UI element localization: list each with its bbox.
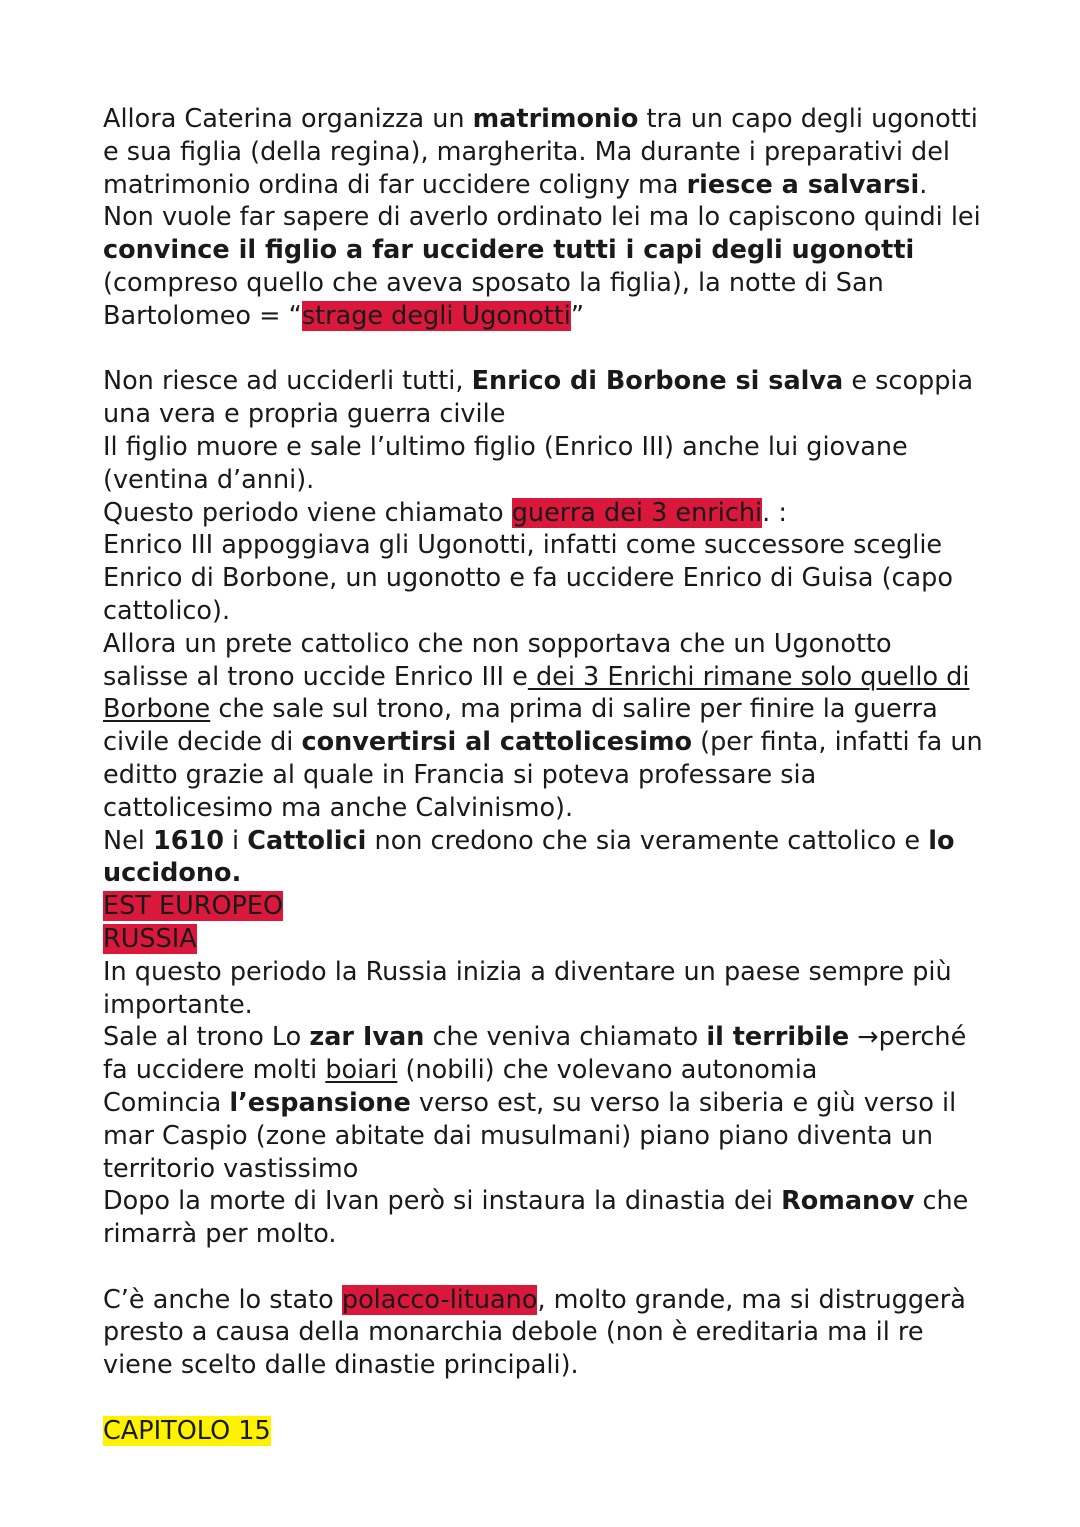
text: verso est, su verso la siberia e giù verso il mar Caspio (zone abitate dai musulmani) piano piano diventa un territorio vastissimo: [103, 1087, 957, 1184]
heading-russia: [103, 923, 983, 956]
bold-text: Romanov: [781, 1186, 915, 1217]
underlined-text: dei 3 Enrichi rimane solo quello di Borbone: [103, 661, 970, 725]
text: Nel: [103, 825, 153, 856]
paragraph-guerra: [103, 497, 983, 530]
bold-text: lo uccidono.: [103, 825, 955, 889]
text: , molto grande, ma si distruggerà presto a causa della monarchia debole (non è ereditaria ma il re viene scelto dalle dinastie principali).: [103, 1284, 966, 1381]
highlight-heading: EST EUROPEO: [103, 891, 284, 922]
underlined-text: boiari: [325, 1055, 398, 1086]
bold-text: convince il figlio a far uccidere tutti i capi degli ugonotti: [103, 235, 915, 266]
text: (per finta, infatti fa un editto grazie al quale in Francia si poteva professare sia cattolicesimo ma anche Calvinismo).: [103, 727, 983, 823]
paragraph-1610: [103, 825, 983, 891]
text: →perché fa uccidere molti: [103, 1022, 967, 1086]
text: . :: [762, 497, 787, 528]
text: che sale sul trono, ma prima di salire per finire la guerra civile decide di: [103, 694, 938, 758]
bold-text: 1610: [152, 825, 224, 856]
paragraph-caterina: [103, 103, 983, 333]
paragraph-romanov: [103, 1185, 983, 1251]
highlight-guerra: guerra dei 3 enrichi: [511, 497, 763, 528]
paragraph-russia: In questo periodo la Russia inizia a diventare un paese sempre più importante.: [103, 956, 952, 1020]
bold-text: Enrico di Borbone si salva: [471, 366, 844, 397]
text: Allora un prete cattolico che non sopportava che un Ugonotto salisse al trono uccide Enrico III e: [103, 628, 892, 692]
blank-line: [103, 1382, 983, 1415]
text: . Non vuole far sapere di averlo ordinato lei ma lo capiscono quindi lei: [103, 169, 981, 233]
bold-text: l’espansione: [229, 1087, 411, 1118]
paragraph-enrico-iii: Il figlio muore e sale l’ultimo figlio (Enrico III) anche lui giovane (ventina d’anni).: [103, 431, 908, 495]
highlight-strage: strage degli Ugonotti: [301, 300, 571, 331]
paragraph-successore: Enrico III appoggiava gli Ugonotti, infatti come successore sceglie Enrico di Borbone, un ugonotto e fa uccidere Enrico di Guisa (capo cattolico).: [103, 530, 953, 626]
blank-line: [103, 333, 983, 366]
bold-text: il terribile: [706, 1022, 850, 1053]
text: (compreso quello che aveva sposato la figlia), la notte di San Bartolomeo = “: [103, 267, 884, 331]
paragraph-polacco: [103, 1284, 983, 1382]
highlight-capitolo: CAPITOLO 15: [103, 1415, 271, 1446]
highlight-polacco: polacco-lituano: [341, 1284, 538, 1315]
paragraph-ivan: [103, 1021, 983, 1087]
text: che veniva chiamato: [424, 1022, 707, 1053]
text: tra un capo degli ugonotti e sua figlia (della regina), margherita. Ma durante i preparativi del matrimonio ordina di far uccidere coligny ma: [103, 104, 978, 200]
heading-est-europeo: [103, 890, 983, 923]
text: Non riesce ad ucciderli tutti,: [103, 366, 472, 397]
text: Questo periodo viene chiamato: [103, 497, 512, 528]
paragraph-prete: [103, 628, 983, 825]
text: Dopo la morte di Ivan però si instaura la dinastia dei: [103, 1186, 782, 1217]
text: ”: [570, 300, 585, 331]
highlight-heading: RUSSIA: [103, 923, 197, 954]
text: Allora Caterina organizza un: [103, 104, 473, 134]
text: Comincia: [103, 1087, 230, 1118]
bold-text: zar Ivan: [309, 1022, 425, 1053]
blank-line: [103, 1251, 983, 1284]
text: e scoppia una vera e propria guerra civile: [103, 366, 974, 430]
paragraph-borbone: [103, 365, 983, 431]
text: i: [223, 825, 248, 856]
bold-text: Cattolici: [247, 825, 367, 856]
paragraph-espansione: [103, 1087, 983, 1185]
text: Sale al trono Lo: [103, 1022, 310, 1053]
text: C’è anche lo stato: [103, 1284, 342, 1315]
text: non credono che sia veramente cattolico e: [366, 825, 929, 856]
text: che rimarrà per molto.: [103, 1186, 969, 1250]
bold-text: matrimonio: [472, 104, 639, 134]
bold-text: convertirsi al cattolicesimo: [301, 727, 693, 758]
heading-capitolo: [103, 1415, 983, 1448]
bold-text: riesce a salvarsi: [686, 169, 920, 200]
text: (nobili) che volevano autonomia: [397, 1055, 818, 1086]
document-page: [103, 103, 983, 1448]
